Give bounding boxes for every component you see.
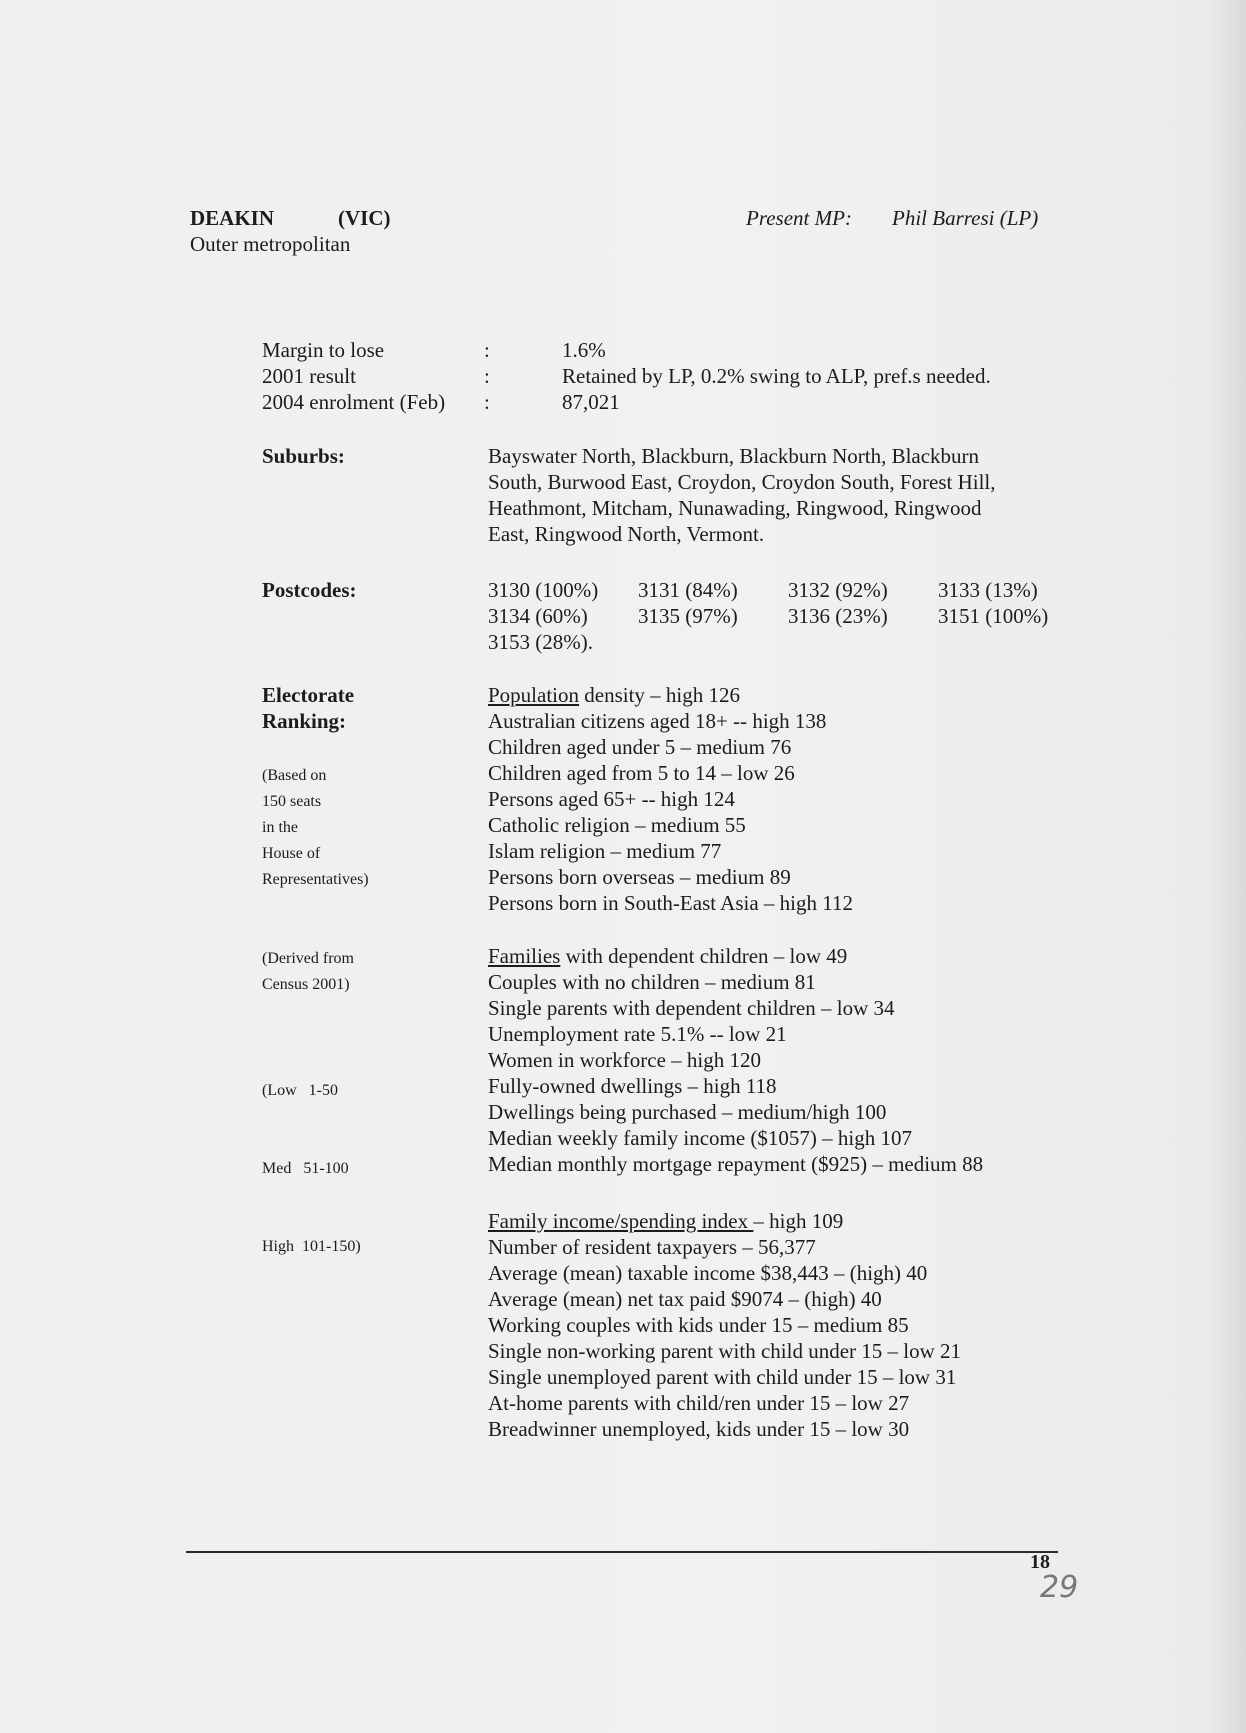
- ranking-group-population: [488, 682, 853, 916]
- page-number: 18: [1030, 1551, 1050, 1573]
- postcode-item: 3136 (23%): [788, 604, 888, 628]
- ranking-line: Number of resident taxpayers – 56,377: [488, 1235, 816, 1259]
- fact-value: Retained by LP, 0.2% swing to ALP, pref.s needed.: [562, 364, 991, 388]
- fact-sep: :: [484, 390, 490, 414]
- note-line: in the: [262, 819, 298, 836]
- ranking-heading-rest: – high 109: [753, 1209, 844, 1233]
- postcode-item: 3132 (92%): [788, 578, 888, 602]
- fact-label: 2001 result: [262, 364, 356, 388]
- ranking-label-line: Ranking:: [262, 709, 347, 733]
- present-mp-name: Phil Barresi (LP): [892, 206, 1039, 230]
- fact-sep: :: [484, 338, 490, 362]
- ranking-line: Children aged under 5 – medium 76: [488, 735, 792, 759]
- postcode-item: 3134 (60%): [488, 604, 588, 628]
- ranking-basis-note: [262, 763, 369, 893]
- note-line: (Low 1-50: [262, 1082, 338, 1099]
- electorate-name: DEAKIN: [190, 206, 275, 230]
- fact-value: 87,021: [562, 390, 620, 414]
- ranking-group-families: [488, 943, 983, 1177]
- suburbs-label: Suburbs:: [262, 444, 345, 468]
- postcodes-label: Postcodes:: [262, 578, 357, 602]
- ranking-line: [488, 1208, 961, 1234]
- ranking-line: Working couples with kids under 15 – medium 85: [488, 1313, 909, 1337]
- ranking-label: [262, 682, 354, 734]
- ranking-heading-word: Population: [488, 683, 580, 707]
- postcodes-grid: [488, 577, 1068, 655]
- electorate-state: (VIC): [338, 206, 391, 230]
- note-line: Representatives): [262, 871, 369, 888]
- ranking-line: Persons born overseas – medium 89: [488, 865, 791, 889]
- ranking-line: Single non-working parent with child under 15 – low 21: [488, 1339, 962, 1363]
- ranking-line: [488, 943, 983, 969]
- ranking-source-note: [262, 946, 354, 998]
- ranking-line: Average (mean) taxable income $38,443 – (high) 40: [488, 1261, 928, 1285]
- suburbs-line: Bayswater North, Blackburn, Blackburn North, Blackburn: [488, 444, 980, 468]
- electorate-category: Outer metropolitan: [190, 232, 351, 256]
- present-mp-label: Present MP:: [746, 206, 852, 230]
- note-line: (Derived from: [262, 950, 354, 967]
- ranking-heading-word: Families: [488, 944, 561, 968]
- postcode-item: 3151 (100%): [938, 604, 1049, 628]
- ranking-line: Fully-owned dwellings – high 118: [488, 1074, 777, 1098]
- note-line: House of: [262, 845, 321, 862]
- fact-sep: :: [484, 364, 490, 388]
- fact-label: 2004 enrolment (Feb): [262, 390, 446, 414]
- ranking-heading-rest: density – high 126: [579, 683, 741, 707]
- ranking-line: Dwellings being purchased – medium/high 100: [488, 1100, 887, 1124]
- ranking-heading-word: Family income/spending index: [488, 1209, 754, 1233]
- note-line: High 101-150): [262, 1238, 361, 1255]
- suburbs-list: [488, 443, 996, 547]
- ranking-label-line: Electorate: [262, 683, 355, 707]
- suburbs-line: East, Ringwood North, Vermont.: [488, 522, 765, 546]
- ranking-line: Catholic religion – medium 55: [488, 813, 746, 837]
- suburbs-line: South, Burwood East, Croydon, Croydon South, Forest Hill,: [488, 470, 996, 494]
- ranking-line: Average (mean) net tax paid $9074 – (high) 40: [488, 1287, 882, 1311]
- ranking-line: Persons aged 65+ -- high 124: [488, 787, 735, 811]
- note-line: Census 2001): [262, 976, 350, 993]
- ranking-line: Median weekly family income ($1057) – high 107: [488, 1126, 912, 1150]
- postcode-item: 3133 (13%): [938, 578, 1038, 602]
- note-line: 150 seats: [262, 793, 322, 810]
- ranking-line: Unemployment rate 5.1% -- low 21: [488, 1022, 787, 1046]
- ranking-scale-note: [262, 1026, 361, 1312]
- suburbs-line: Heathmont, Mitcham, Nunawading, Ringwood, Ringwood: [488, 496, 982, 520]
- note-line: (Based on: [262, 767, 327, 784]
- fact-row: [262, 389, 991, 415]
- postcode-item: 3131 (84%): [638, 578, 738, 602]
- facts-block: [262, 337, 991, 415]
- ranking-line: Median monthly mortgage repayment ($925) – medium 88: [488, 1152, 984, 1176]
- ranking-line: Couples with no children – medium 81: [488, 970, 816, 994]
- postcode-item: 3153 (28%).: [488, 630, 593, 654]
- ranking-line: Persons born in South-East Asia – high 112: [488, 891, 853, 915]
- ranking-line: Single unemployed parent with child under 15 – low 31: [488, 1365, 957, 1389]
- fact-row: [262, 337, 991, 363]
- postcode-item: 3135 (97%): [638, 604, 738, 628]
- ranking-line: [488, 682, 853, 708]
- ranking-line: Children aged from 5 to 14 – low 26: [488, 761, 795, 785]
- ranking-heading-rest: with dependent children – low 49: [560, 944, 848, 968]
- fact-row: [262, 363, 991, 389]
- fact-value: 1.6%: [562, 338, 606, 362]
- handwritten-page-number: 29: [1040, 1570, 1079, 1605]
- note-line: Med 51-100: [262, 1160, 349, 1177]
- fact-label: Margin to lose: [262, 338, 385, 362]
- ranking-group-income: [488, 1208, 961, 1442]
- ranking-line: Women in workforce – high 120: [488, 1048, 761, 1072]
- footer-rule: [186, 1551, 1058, 1553]
- ranking-line: Breadwinner unemployed, kids under 15 – low 30: [488, 1417, 910, 1441]
- ranking-line: Australian citizens aged 18+ -- high 138: [488, 709, 827, 733]
- ranking-line: Single parents with dependent children – low 34: [488, 996, 895, 1020]
- ranking-line: At-home parents with child/ren under 15 – low 27: [488, 1391, 910, 1415]
- postcode-item: 3130 (100%): [488, 578, 599, 602]
- ranking-line: Islam religion – medium 77: [488, 839, 722, 863]
